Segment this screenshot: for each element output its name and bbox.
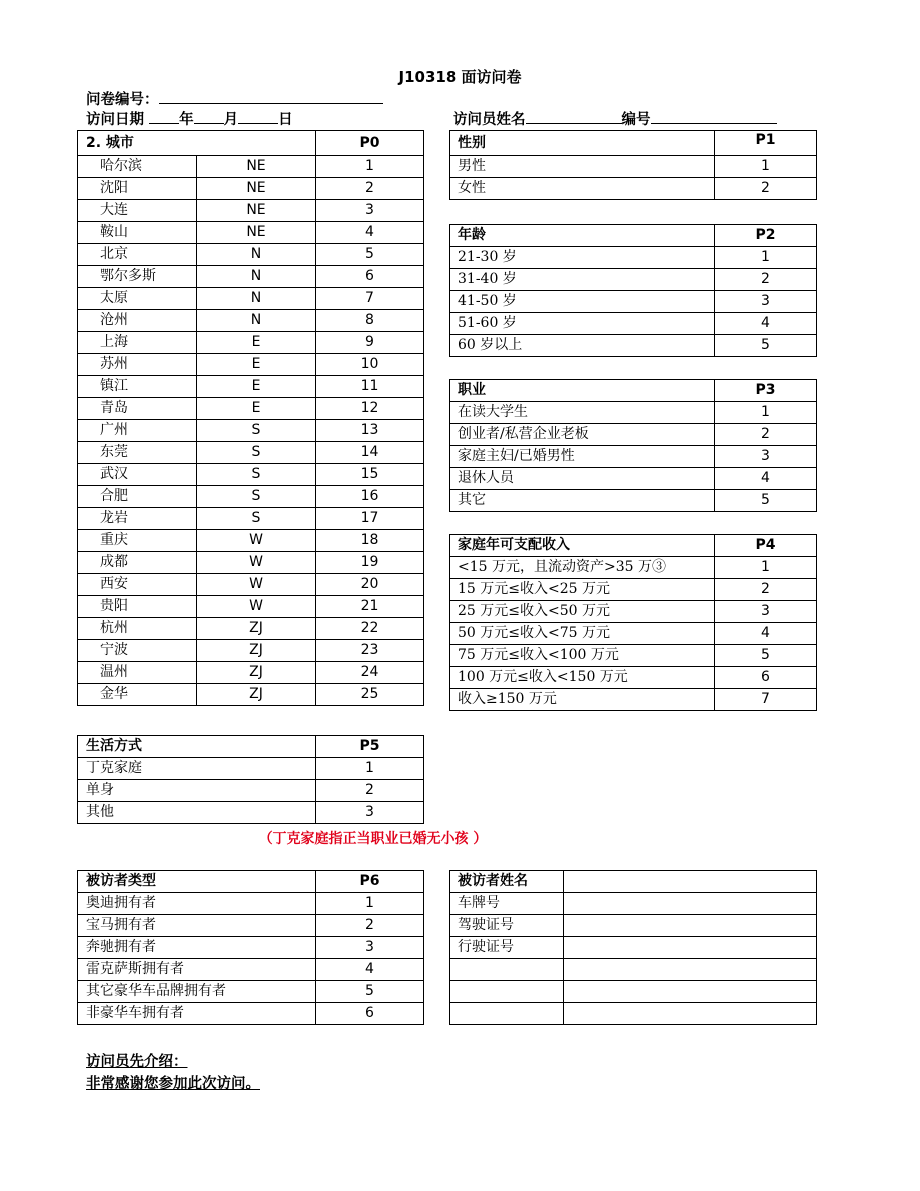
respondent-type-table-header — [78, 871, 424, 893]
age-header-code: P2 — [715, 225, 817, 247]
respondent-info-field[interactable] — [564, 981, 817, 1003]
gender-option-code: 2 — [715, 178, 817, 200]
occupation-option-row[interactable] — [450, 468, 817, 490]
city-region: NE — [197, 200, 316, 222]
city-row[interactable] — [78, 420, 424, 442]
respondent-info-row — [450, 937, 817, 959]
lifestyle-note: （丁克家庭指正当职业已婚无小孩 ） — [258, 831, 488, 847]
income-option-row[interactable] — [450, 667, 817, 689]
city-region: W — [197, 574, 316, 596]
respondent-info-row — [450, 893, 817, 915]
respondent-info-field[interactable] — [564, 915, 817, 937]
city-row[interactable] — [78, 464, 424, 486]
city-name: 哈尔滨 — [78, 156, 197, 178]
city-row[interactable] — [78, 288, 424, 310]
city-code: 9 — [316, 332, 424, 354]
city-region: W — [197, 530, 316, 552]
respondent-type-option-row[interactable] — [78, 981, 424, 1003]
city-row[interactable] — [78, 662, 424, 684]
city-region: ZJ — [197, 662, 316, 684]
respondent-type-table — [77, 870, 424, 1025]
respondent-type-header-code: P6 — [316, 871, 424, 893]
lifestyle-header-title: 生活方式 — [78, 736, 316, 758]
respondent-info-field[interactable] — [564, 1003, 817, 1025]
income-option-code: 5 — [715, 645, 817, 667]
respondent-type-option-label: 其它豪华车品牌拥有者 — [78, 981, 316, 1003]
city-name: 太原 — [78, 288, 197, 310]
city-code: 1 — [316, 156, 424, 178]
occupation-option-code: 3 — [715, 446, 817, 468]
lifestyle-option-label: 其他 — [78, 802, 316, 824]
city-code: 2 — [316, 178, 424, 200]
respondent-info-label — [450, 959, 564, 981]
city-row[interactable] — [78, 376, 424, 398]
city-name: 鄂尔多斯 — [78, 266, 197, 288]
city-region: N — [197, 288, 316, 310]
income-table — [449, 534, 817, 711]
lifestyle-option-label: 单身 — [78, 780, 316, 802]
interviewer-name-label: 访问员姓名 — [453, 112, 526, 128]
interviewer-no-field[interactable] — [651, 109, 777, 124]
respondent-type-option-row[interactable] — [78, 959, 424, 981]
age-option-row[interactable] — [450, 335, 817, 357]
respondent-type-option-code: 4 — [316, 959, 424, 981]
city-row[interactable] — [78, 684, 424, 706]
city-region: ZJ — [197, 640, 316, 662]
city-table — [77, 130, 424, 706]
occupation-option-code: 1 — [715, 402, 817, 424]
city-row[interactable] — [78, 354, 424, 376]
questionnaire-no-field[interactable] — [159, 89, 383, 104]
age-option-code: 3 — [715, 291, 817, 313]
city-name: 贵阳 — [78, 596, 197, 618]
respondent-type-option-label: 宝马拥有者 — [78, 915, 316, 937]
city-row[interactable] — [78, 530, 424, 552]
age-option-code: 4 — [715, 313, 817, 335]
age-option-label: 60 岁以上 — [450, 335, 715, 357]
gender-option-row[interactable] — [450, 178, 817, 200]
respondent-type-option-row[interactable] — [78, 893, 424, 915]
city-row[interactable] — [78, 486, 424, 508]
year-label: 年 — [179, 112, 194, 128]
city-row[interactable] — [78, 310, 424, 332]
gender-option-code: 1 — [715, 156, 817, 178]
respondent-type-header-title: 被访者类型 — [78, 871, 316, 893]
respondent-info-field[interactable] — [564, 937, 817, 959]
gender-header-code: P1 — [715, 131, 817, 156]
respondent-name-field[interactable] — [564, 871, 817, 893]
gender-option-label: 男性 — [450, 156, 715, 178]
city-code: 21 — [316, 596, 424, 618]
city-name: 杭州 — [78, 618, 197, 640]
city-name: 北京 — [78, 244, 197, 266]
city-region: E — [197, 398, 316, 420]
city-table-header — [78, 131, 424, 156]
income-header-title: 家庭年可支配收入 — [450, 535, 715, 557]
respondent-type-option-code: 3 — [316, 937, 424, 959]
city-region: W — [197, 596, 316, 618]
city-row[interactable] — [78, 332, 424, 354]
age-option-code: 1 — [715, 247, 817, 269]
occupation-option-label: 退休人员 — [450, 468, 715, 490]
income-option-label: 75 万元≤收入<100 万元 — [450, 645, 715, 667]
city-code: 5 — [316, 244, 424, 266]
income-option-label: <15 万元，且流动资产>35 万③ — [450, 557, 715, 579]
city-code: 12 — [316, 398, 424, 420]
city-row[interactable] — [78, 200, 424, 222]
income-option-row[interactable] — [450, 557, 817, 579]
city-code: 25 — [316, 684, 424, 706]
income-option-label: 50 万元≤收入<75 万元 — [450, 623, 715, 645]
lifestyle-option-code: 1 — [316, 758, 424, 780]
city-region: E — [197, 332, 316, 354]
income-option-row[interactable] — [450, 601, 817, 623]
city-name: 大连 — [78, 200, 197, 222]
city-code: 19 — [316, 552, 424, 574]
respondent-type-option-label: 雷克萨斯拥有者 — [78, 959, 316, 981]
lifestyle-option-code: 2 — [316, 780, 424, 802]
occupation-option-row[interactable] — [450, 402, 817, 424]
city-region: S — [197, 464, 316, 486]
respondent-type-option-row[interactable] — [78, 937, 424, 959]
respondent-type-option-code: 6 — [316, 1003, 424, 1025]
income-option-label: 收入≥150 万元 — [450, 689, 715, 711]
city-region: W — [197, 552, 316, 574]
city-code: 3 — [316, 200, 424, 222]
respondent-type-option-label: 非豪华车拥有者 — [78, 1003, 316, 1025]
occupation-option-label: 在读大学生 — [450, 402, 715, 424]
city-code: 16 — [316, 486, 424, 508]
income-option-row[interactable] — [450, 645, 817, 667]
city-code: 18 — [316, 530, 424, 552]
city-code: 8 — [316, 310, 424, 332]
city-name: 宁波 — [78, 640, 197, 662]
city-code: 22 — [316, 618, 424, 640]
respondent-info-table-header — [450, 871, 817, 893]
occupation-option-code: 2 — [715, 424, 817, 446]
city-row[interactable] — [78, 618, 424, 640]
respondent-info-label — [450, 981, 564, 1003]
age-option-row[interactable] — [450, 313, 817, 335]
city-code: 13 — [316, 420, 424, 442]
visit-year-field[interactable] — [149, 109, 179, 124]
day-label: 日 — [278, 112, 293, 128]
occupation-header-code: P3 — [715, 380, 817, 402]
city-code: 4 — [316, 222, 424, 244]
city-row[interactable] — [78, 508, 424, 530]
occupation-option-label: 创业者/私营企业老板 — [450, 424, 715, 446]
respondent-type-option-row[interactable] — [78, 1003, 424, 1025]
occupation-option-label: 其它 — [450, 490, 715, 512]
city-code: 17 — [316, 508, 424, 530]
city-region: NE — [197, 156, 316, 178]
age-option-label: 21-30 岁 — [450, 247, 715, 269]
city-row[interactable] — [78, 552, 424, 574]
city-row[interactable] — [78, 596, 424, 618]
city-header-title: 2. 城市 — [78, 131, 316, 156]
city-code: 6 — [316, 266, 424, 288]
city-row[interactable] — [78, 398, 424, 420]
city-row[interactable] — [78, 640, 424, 662]
city-name: 苏州 — [78, 354, 197, 376]
city-row[interactable] — [78, 574, 424, 596]
city-name: 镇江 — [78, 376, 197, 398]
city-region: S — [197, 420, 316, 442]
intro-line-1: 访问员先介绍： — [86, 1054, 188, 1070]
respondent-type-option-label: 奔驰拥有者 — [78, 937, 316, 959]
interviewer-row — [453, 108, 777, 129]
city-row[interactable] — [78, 244, 424, 266]
city-row[interactable] — [78, 266, 424, 288]
respondent-type-option-row[interactable] — [78, 915, 424, 937]
city-name: 东莞 — [78, 442, 197, 464]
city-region: ZJ — [197, 618, 316, 640]
occupation-option-row[interactable] — [450, 490, 817, 512]
city-region: S — [197, 442, 316, 464]
age-header-title: 年龄 — [450, 225, 715, 247]
age-option-row[interactable] — [450, 247, 817, 269]
city-code: 7 — [316, 288, 424, 310]
income-option-row[interactable] — [450, 579, 817, 601]
respondent-info-row — [450, 915, 817, 937]
gender-option-label: 女性 — [450, 178, 715, 200]
respondent-type-option-label: 奥迪拥有者 — [78, 893, 316, 915]
city-row[interactable] — [78, 178, 424, 200]
respondent-info-label: 驾驶证号 — [450, 915, 564, 937]
lifestyle-option-row[interactable] — [78, 780, 424, 802]
city-region: N — [197, 244, 316, 266]
respondent-type-option-code: 2 — [316, 915, 424, 937]
city-row[interactable] — [78, 156, 424, 178]
city-name: 合肥 — [78, 486, 197, 508]
gender-table-header — [450, 131, 817, 156]
gender-table — [449, 130, 817, 200]
city-code: 15 — [316, 464, 424, 486]
visit-date-label: 访问日期 — [86, 112, 144, 128]
questionnaire-no-row — [86, 88, 383, 109]
city-header-code: P0 — [316, 131, 424, 156]
gender-header-title: 性别 — [450, 131, 715, 156]
city-code: 20 — [316, 574, 424, 596]
occupation-option-row[interactable] — [450, 424, 817, 446]
city-name: 鞍山 — [78, 222, 197, 244]
occupation-option-row[interactable] — [450, 446, 817, 468]
intro-line-2: 非常感谢您参加此次访问。 — [86, 1076, 260, 1092]
questionnaire-no-label: 问卷编号： — [86, 92, 159, 108]
respondent-info-label — [450, 1003, 564, 1025]
occupation-table — [449, 379, 817, 512]
income-option-code: 3 — [715, 601, 817, 623]
income-option-code: 1 — [715, 557, 817, 579]
income-option-label: 100 万元≤收入<150 万元 — [450, 667, 715, 689]
respondent-info-table — [449, 870, 817, 1025]
city-code: 23 — [316, 640, 424, 662]
city-region: N — [197, 266, 316, 288]
respondent-info-label: 车牌号 — [450, 893, 564, 915]
lifestyle-option-row[interactable] — [78, 758, 424, 780]
income-option-label: 15 万元≤收入<25 万元 — [450, 579, 715, 601]
lifestyle-table — [77, 735, 424, 824]
city-name: 上海 — [78, 332, 197, 354]
respondent-info-row — [450, 1003, 817, 1025]
respondent-info-row — [450, 981, 817, 1003]
city-code: 14 — [316, 442, 424, 464]
income-option-label: 25 万元≤收入<50 万元 — [450, 601, 715, 623]
interviewer-no-label: 编号 — [621, 112, 651, 128]
income-option-row[interactable] — [450, 689, 817, 711]
city-code: 11 — [316, 376, 424, 398]
age-option-row[interactable] — [450, 291, 817, 313]
city-name: 沧州 — [78, 310, 197, 332]
city-region: E — [197, 376, 316, 398]
interviewer-name-field[interactable] — [526, 109, 622, 124]
income-header-code: P4 — [715, 535, 817, 557]
respondent-info-field[interactable] — [564, 893, 817, 915]
lifestyle-header-code: P5 — [316, 736, 424, 758]
city-name: 金华 — [78, 684, 197, 706]
city-name: 沈阳 — [78, 178, 197, 200]
city-region: N — [197, 310, 316, 332]
occupation-table-header — [450, 380, 817, 402]
city-region: ZJ — [197, 684, 316, 706]
city-region: S — [197, 486, 316, 508]
city-region: NE — [197, 222, 316, 244]
visit-day-field[interactable] — [238, 109, 278, 124]
age-table-header — [450, 225, 817, 247]
gender-option-row[interactable] — [450, 156, 817, 178]
lifestyle-option-row[interactable] — [78, 802, 424, 824]
visit-date-row — [86, 108, 293, 129]
occupation-header-title: 职业 — [450, 380, 715, 402]
city-name: 西安 — [78, 574, 197, 596]
city-name: 龙岩 — [78, 508, 197, 530]
city-code: 10 — [316, 354, 424, 376]
respondent-info-field[interactable] — [564, 959, 817, 981]
respondent-info-label: 行驶证号 — [450, 937, 564, 959]
age-option-label: 51-60 岁 — [450, 313, 715, 335]
income-option-code: 7 — [715, 689, 817, 711]
age-option-code: 5 — [715, 335, 817, 357]
age-option-label: 41-50 岁 — [450, 291, 715, 313]
age-option-code: 2 — [715, 269, 817, 291]
city-name: 温州 — [78, 662, 197, 684]
city-name: 成都 — [78, 552, 197, 574]
respondent-info-row — [450, 959, 817, 981]
city-name: 重庆 — [78, 530, 197, 552]
income-option-code: 4 — [715, 623, 817, 645]
lifestyle-option-label: 丁克家庭 — [78, 758, 316, 780]
city-region: NE — [197, 178, 316, 200]
page-title: J10318 面访问卷 — [398, 68, 522, 86]
city-region: E — [197, 354, 316, 376]
respondent-type-option-code: 1 — [316, 893, 424, 915]
age-table — [449, 224, 817, 357]
city-region: S — [197, 508, 316, 530]
city-code: 24 — [316, 662, 424, 684]
income-option-code: 6 — [715, 667, 817, 689]
lifestyle-option-code: 3 — [316, 802, 424, 824]
city-row[interactable] — [78, 442, 424, 464]
city-name: 青岛 — [78, 398, 197, 420]
respondent-type-option-code: 5 — [316, 981, 424, 1003]
respondent-name-label: 被访者姓名 — [450, 871, 564, 893]
occupation-option-label: 家庭主妇/已婚男性 — [450, 446, 715, 468]
occupation-option-code: 4 — [715, 468, 817, 490]
income-option-row[interactable] — [450, 623, 817, 645]
age-option-label: 31-40 岁 — [450, 269, 715, 291]
city-name: 武汉 — [78, 464, 197, 486]
city-row[interactable] — [78, 222, 424, 244]
age-option-row[interactable] — [450, 269, 817, 291]
city-name: 广州 — [78, 420, 197, 442]
lifestyle-table-header — [78, 736, 424, 758]
visit-month-field[interactable] — [194, 109, 224, 124]
occupation-option-code: 5 — [715, 490, 817, 512]
income-table-header — [450, 535, 817, 557]
month-label: 月 — [223, 112, 239, 128]
income-option-code: 2 — [715, 579, 817, 601]
